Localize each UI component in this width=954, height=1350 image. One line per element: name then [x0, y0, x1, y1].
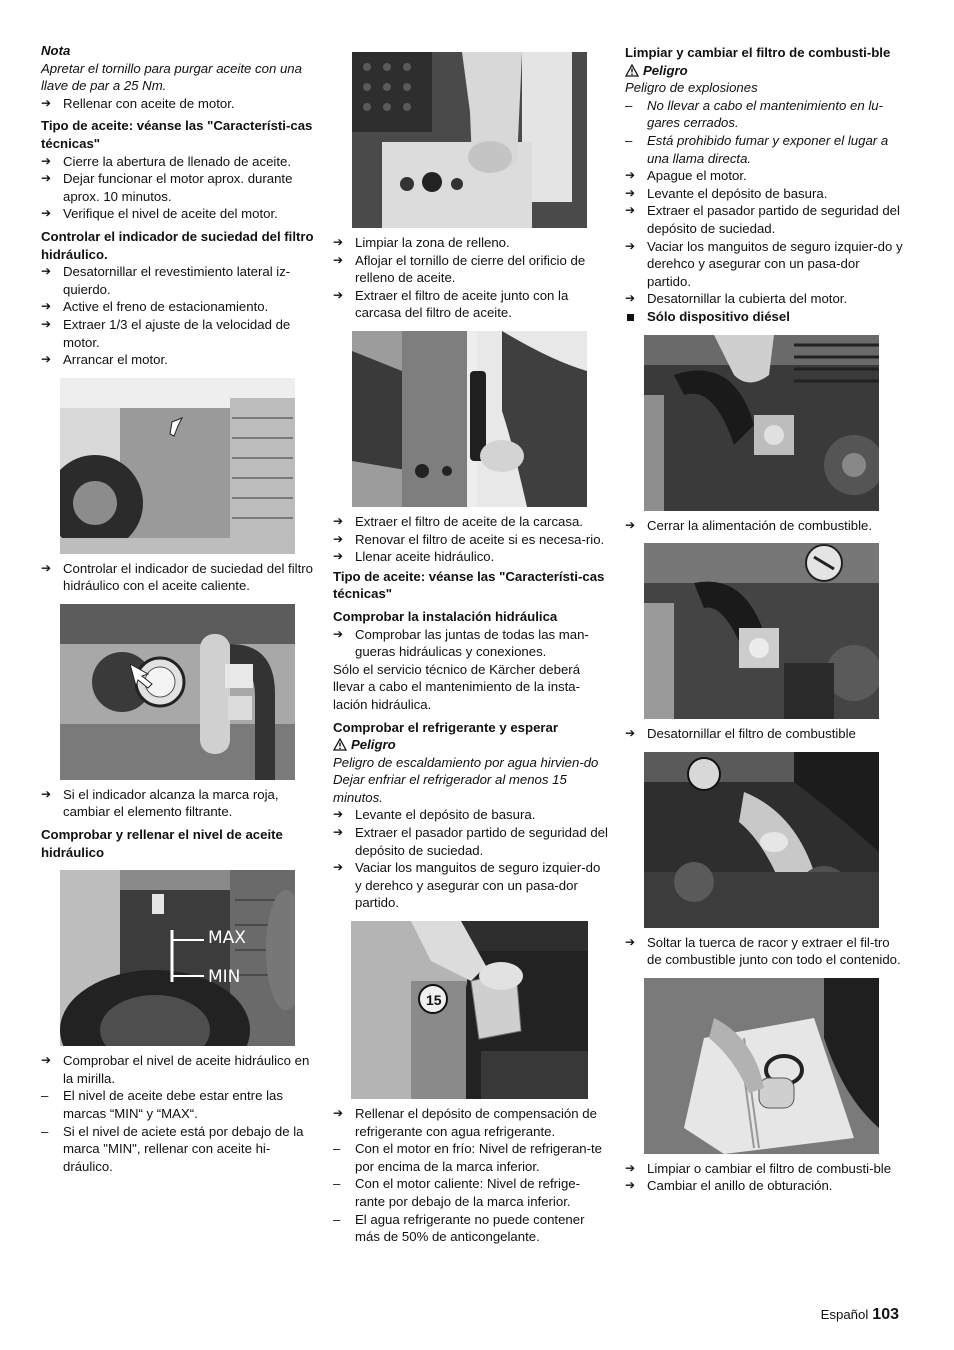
arrow-bullet-icon: ➔ [625, 726, 636, 741]
photo-dirt-indicator [60, 604, 295, 780]
step: ➔ Limpiar la zona de relleno. [333, 235, 510, 250]
step: ➔ Controlar el indicador de suciedad del filtro hidráulico con el aceite caliente. [41, 560, 313, 594]
section-heading: Limpiar y cambiar el filtro de combusti-ble [625, 45, 891, 60]
arrow-bullet-icon: ➔ [41, 206, 52, 221]
dash-bullet: – [333, 1211, 341, 1227]
section-heading: Tipo de aceite: véanse las "Característi-cas técnicas" [41, 118, 313, 151]
arrow-bullet-icon: ➔ [333, 807, 344, 822]
paragraph: Sólo el servicio técnico de Kärcher deberá llevar a cabo el mantenimiento de la insta-lación hidráulica. [333, 661, 581, 712]
dash-item: – Si el nivel de aciete está por debajo de la marca "MIN", rellenar con aceite hi-dráulico. [41, 1123, 304, 1174]
dash-item: – El agua refrigerante no puede contener más de 50% de anticongelante. [333, 1211, 585, 1245]
min-label: MIN [208, 967, 241, 988]
arrow-bullet-icon: ➔ [333, 549, 344, 564]
arrow-bullet-icon: ➔ [41, 316, 52, 331]
step: ➔ Arrancar el motor. [41, 352, 168, 368]
danger-label: Peligro [333, 736, 609, 754]
dash-bullet: – [625, 132, 633, 148]
arrow-bullet-icon: ➔ [41, 171, 52, 186]
step: ➔ Extraer 1/3 el ajuste de la velocidad de motor. [41, 316, 291, 350]
photo-clean-filter [644, 978, 879, 1154]
dash-item: – Con el motor en frío: Nivel de refrigeran-te por encima de la marca inferior. [333, 1141, 603, 1174]
step: ➔ Renovar el filtro de aceite si es necesa-rio. [333, 531, 605, 547]
photo-fill-area [352, 52, 587, 228]
warning-triangle-icon [625, 64, 639, 77]
step: ➔ Desatornillar la cubierta del motor. [625, 291, 848, 307]
arrow-bullet-icon: ➔ [625, 1160, 636, 1175]
page-number: 103 [872, 1306, 899, 1323]
warning-triangle-icon [333, 738, 347, 751]
danger-label: Peligro [625, 62, 905, 80]
step: ➔ Desatornillar el filtro de combustible [625, 726, 856, 742]
step: ➔ Levante el depósito de basura. [625, 185, 828, 201]
step: ➔ Comprobar el nivel de aceite hidráulico en la mirilla. [41, 1053, 310, 1086]
step: ➔ Extraer el filtro de aceite junto con la carcasa del filtro de aceite. [333, 287, 569, 321]
step: ➔ Dejar funcionar el motor aprox. durante aprox. 10 minutos. [41, 171, 293, 204]
step: ➔ Rellenar el depósito de compensación de refrigerante con agua refrigerante. [333, 1106, 597, 1139]
step: ➔ Cambiar el anillo de obturación. [625, 1178, 833, 1194]
step: ➔ Levante el depósito de basura. [333, 807, 536, 823]
arrow-bullet-icon: ➔ [41, 352, 52, 367]
step: ➔ Active el freno de estacionamiento. [41, 299, 269, 315]
arrow-bullet-icon: ➔ [333, 825, 344, 840]
dash-bullet: – [41, 1088, 49, 1104]
photo-oil-filter-housing [352, 331, 587, 507]
column-middle [333, 42, 609, 1246]
step: ➔ Extraer el pasador partido de seguridad del depósito de suciedad. [625, 203, 900, 236]
step: ➔ Cerrar la alimentación de combustible. [625, 517, 873, 533]
section-heading: Controlar el indicador de suciedad del filtro hidráulico. [41, 228, 314, 262]
dash-bullet: – [333, 1141, 341, 1157]
danger-text: Peligro de explosiones [625, 80, 758, 96]
step: ➔ Si el indicador alcanza la marca roja, cambiar el elemento filtrante. [41, 786, 279, 820]
arrow-bullet-icon: ➔ [625, 291, 636, 306]
dash-item: – No llevar a cabo el mantenimiento en lu-gares cerrados. [625, 97, 884, 131]
photo-sight-glass-min-max [60, 870, 295, 1046]
photo-side-panel-wheel [60, 378, 295, 554]
dash-bullet: – [333, 1176, 341, 1192]
arrow-bullet-icon: ➔ [333, 1106, 344, 1121]
photo-unscrew-filter [644, 752, 879, 928]
svg-text:15: 15 [426, 992, 442, 1009]
step: ➔ Desatornillar el revestimiento lateral iz-quierdo. [41, 264, 291, 297]
photo-fuel-supply [644, 335, 879, 511]
dash-item: – Con el motor caliente: Nivel de refrige-rante por debajo de la marca inferior. [333, 1176, 581, 1209]
step: ➔ Cierre la abertura de llenado de aceite. [41, 153, 291, 169]
dash-item: – El nivel de aceite debe estar entre las marcas “MIN“ y “MAX“. [41, 1088, 283, 1122]
step: ➔ Limpiar o cambiar el filtro de combusti-ble [625, 1160, 892, 1176]
footer-language: Español [820, 1307, 869, 1322]
column-left [41, 42, 317, 1175]
step: ➔ Llenar aceite hidráulico. [333, 549, 495, 565]
arrow-bullet-icon: ➔ [625, 934, 636, 949]
arrow-bullet-icon: ➔ [41, 153, 52, 168]
step: ➔ Verifique el nivel de aceite del motor. [41, 206, 278, 222]
step: ➔ Vaciar los manguitos de seguro izquier-do y derehco y asegurar con un pasa-dor partido. [625, 238, 903, 289]
arrow-bullet-icon: ➔ [625, 185, 636, 200]
section-heading: Comprobar el refrigerante y esperar [333, 719, 559, 735]
photo-fuel-filter [644, 543, 879, 719]
square-item: Sólo dispositivo diésel [625, 308, 905, 326]
step: ➔ Rellenar con aceite de motor. [41, 95, 235, 111]
arrow-bullet-icon: ➔ [625, 1178, 636, 1193]
danger-text: Peligro de escaldamiento por agua hirvien-do Dejar enfriar el refrigerador al menos 15 minutos. [333, 754, 599, 805]
arrow-bullet-icon: ➔ [625, 203, 636, 218]
step: ➔ Apague el motor. [625, 168, 747, 184]
page-footer [821, 1306, 899, 1324]
arrow-bullet-icon: ➔ [625, 238, 636, 253]
column-right [625, 42, 905, 1195]
dash-bullet: – [41, 1123, 49, 1139]
arrow-bullet-icon: ➔ [333, 626, 344, 641]
step: ➔ Vaciar los manguitos de seguro izquier-do y derehco y asegurar con un pasa-dor partido. [333, 860, 601, 911]
arrow-bullet-icon: ➔ [333, 860, 344, 875]
arrow-bullet-icon: ➔ [333, 513, 344, 528]
arrow-bullet-icon: ➔ [41, 1053, 52, 1068]
arrow-bullet-icon: ➔ [41, 95, 52, 110]
arrow-bullet-icon: ➔ [41, 299, 52, 314]
step: ➔ Extraer el pasador partido de seguridad del depósito de suciedad. [333, 825, 608, 858]
section-heading: Comprobar y rellenar el nivel de aceite hidráulico [41, 827, 283, 860]
note-text: Apretar el tornillo para purgar aceite con una llave de par a 25 Nm. [41, 60, 302, 94]
section-heading: Comprobar la instalación hidráulica [333, 608, 558, 624]
step: ➔ Comprobar las juntas de todas las man-gueras hidráulicas y conexiones. [333, 626, 589, 660]
square-bullet-icon [627, 314, 634, 321]
arrow-bullet-icon: ➔ [41, 560, 52, 575]
arrow-bullet-icon: ➔ [41, 786, 52, 801]
max-label: MAX [208, 928, 246, 949]
dash-bullet: – [625, 97, 633, 113]
section-heading: Tipo de aceite: véanse las "Característi-cas técnicas" [333, 568, 605, 602]
arrow-bullet-icon: ➔ [41, 264, 52, 279]
dash-item: – Está prohibido fumar y exponer el lugar a una llama directa. [625, 132, 889, 166]
arrow-bullet-icon: ➔ [333, 235, 344, 249]
step: ➔ Aflojar el tornillo de cierre del orificio de relleno de aceite. [333, 252, 586, 286]
arrow-bullet-icon: ➔ [333, 252, 344, 267]
note-title: Nota [41, 43, 71, 58]
arrow-bullet-icon: ➔ [333, 287, 344, 302]
step: ➔ Extraer el filtro de aceite de la carcasa. [333, 513, 583, 529]
arrow-bullet-icon: ➔ [625, 168, 636, 183]
step: ➔ Soltar la tuerca de racor y extraer el fil-tro de combustible junto con todo el contenido. [625, 934, 901, 968]
arrow-bullet-icon: ➔ [333, 531, 344, 546]
arrow-bullet-icon: ➔ [625, 517, 636, 532]
photo-coolant-refill [351, 921, 588, 1099]
